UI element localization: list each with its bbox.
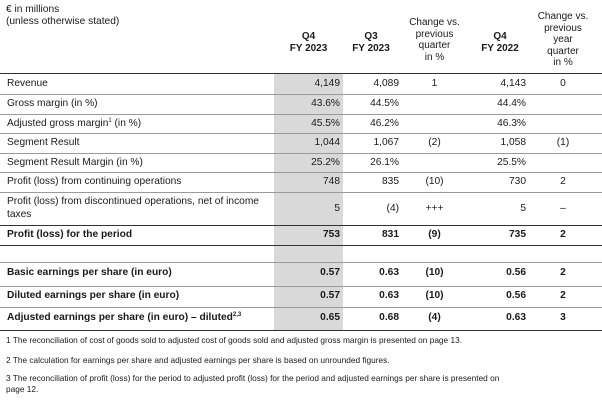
cell-change-year: 0 [560, 78, 566, 89]
cell-q4-2022: 0.56 [506, 267, 526, 278]
col5-line4: quarter [547, 45, 579, 57]
cell-q3-2023: 835 [382, 176, 399, 187]
cell-change-quarter: (2) [428, 137, 441, 148]
table-row-eps [0, 290, 602, 310]
cell-q3-2023: 4,089 [373, 78, 399, 89]
table-row [0, 78, 602, 98]
label-text: Adjusted gross margin [7, 118, 109, 129]
cell-q3-2023: 831 [382, 229, 399, 240]
col3-line4: in % [424, 51, 445, 63]
col-header-q4-fy2023 [274, 31, 343, 55]
row-label: Diluted earnings per share (in euro) [7, 290, 180, 301]
col1-line2: FY 2023 [289, 43, 328, 54]
cell-q4-2023: 753 [323, 229, 340, 240]
cell-change-quarter: 1 [431, 78, 438, 89]
row-label: Profit (loss) for the period [7, 229, 133, 240]
cell-q4-2023: 0.57 [320, 267, 340, 278]
row-label: Segment Result [7, 137, 80, 148]
cell-q3-2023: 0.63 [379, 267, 399, 278]
unit-line-2: (unless otherwise stated) [6, 16, 120, 27]
cell-q4-2023: 4,149 [314, 78, 340, 89]
cell-q4-2023: 1,044 [314, 137, 340, 148]
col4-line2: FY 2022 [481, 43, 519, 54]
cell-q3-2023: (4) [386, 203, 399, 214]
cell-q4-2023: 45.5% [311, 118, 340, 129]
cell-change-year: 3 [560, 312, 566, 323]
cell-q3-2023: 1,067 [373, 137, 399, 148]
cell-q4-2022: 5 [520, 203, 526, 214]
cell-change-year: (1) [556, 137, 570, 148]
cell-q4-2023: 748 [323, 176, 340, 187]
cell-change-year: 2 [560, 267, 566, 278]
label-text: Adjusted earnings per share (in euro) – diluted [7, 312, 233, 323]
col4-line1: Q4 [493, 31, 507, 42]
col2-line1: Q3 [364, 31, 378, 42]
unit-note [6, 4, 119, 28]
cell-q4-2022: 46.3% [497, 118, 526, 129]
cell-q4-2022: 4,143 [500, 78, 526, 89]
cell-q4-2023: 25.2% [311, 157, 340, 168]
table-row-total [0, 229, 602, 249]
row-label [7, 312, 241, 323]
col3-line2: previous [415, 28, 454, 40]
cell-change-year: – [560, 203, 566, 214]
cell-q4-2023: 0.57 [320, 290, 340, 301]
table-row [0, 137, 602, 157]
cell-q4-2022: 44.4% [497, 98, 526, 109]
row-label: Revenue [7, 78, 48, 89]
table-row [0, 195, 602, 225]
row-rule [0, 225, 602, 226]
col5-line2: previous [544, 22, 582, 34]
cell-q3-2023: 0.63 [379, 290, 399, 301]
header-rule [0, 73, 602, 74]
cell-q4-2023: 5 [334, 203, 340, 214]
row-label-line2: taxes [7, 209, 32, 220]
col-header-change-quarter [397, 17, 472, 63]
row-label: Gross margin (in %) [7, 98, 98, 109]
col5-line5: in % [553, 57, 573, 68]
col5-line3: year [553, 34, 573, 45]
cell-q3-2023: 44.5% [370, 98, 399, 109]
row-label: Profit (loss) from continuing operations [7, 176, 182, 187]
col-header-change-year [524, 11, 602, 69]
footnote-2: 2 The calculation for earnings per share and adjusted earnings per share is based on unrounded figures. [6, 355, 390, 365]
col-header-q4-fy2022 [472, 31, 528, 55]
cell-change-quarter: (10) [425, 267, 444, 278]
cell-q3-2023: 26.1% [370, 157, 399, 168]
cell-q4-2022: 0.63 [506, 312, 526, 323]
cell-change-quarter: (10) [425, 176, 444, 187]
col5-line1: Change vs. [537, 11, 589, 22]
cell-q4-2022: 730 [509, 176, 526, 187]
cell-change-quarter: (10) [425, 290, 444, 301]
cell-q4-2023: 0.65 [320, 312, 340, 323]
row-rule [0, 262, 602, 263]
cell-change-year: 2 [560, 229, 566, 240]
cell-q4-2022: 25.5% [497, 157, 526, 168]
cell-change-year: 2 [560, 176, 566, 187]
col3-line3: quarter [418, 40, 451, 51]
label-text-suffix: (in %) [111, 118, 142, 129]
unit-line-1: € in millions [6, 4, 60, 15]
footnote-ref: 2,3 [232, 312, 242, 318]
row-label-line1: Profit (loss) from discontinued operations, net of income [7, 196, 259, 207]
col-header-q3-fy2023 [343, 31, 399, 55]
cell-q4-2022: 735 [509, 229, 526, 240]
footnote-3-line2: page 12. [6, 384, 39, 394]
cell-q3-2023: 0.68 [379, 312, 399, 323]
col3-line1: Change vs. [409, 17, 460, 28]
table-row [0, 176, 602, 196]
footnote-3-line1: 3 The reconciliation of profit (loss) for the period to adjusted profit (loss) for the period and adjusted earnings per share is presented on [6, 373, 500, 383]
table-row-eps [0, 312, 602, 332]
cell-change-quarter: (9) [428, 229, 441, 240]
cell-change-quarter: (4) [428, 312, 441, 323]
footnote-ref: 1 [108, 118, 112, 124]
row-label: Basic earnings per share (in euro) [7, 267, 172, 278]
table-row-eps [0, 267, 602, 287]
cell-q3-2023: 46.2% [370, 118, 399, 129]
col1-line1: Q4 [301, 31, 316, 42]
footnote-1: 1 The reconciliation of cost of goods sold to adjusted cost of goods sold and adjusted gross margin is presented on page 13. [6, 335, 463, 345]
row-label: Segment Result Margin (in %) [7, 157, 143, 168]
cell-change-year: 2 [560, 290, 566, 301]
col2-line2: FY 2023 [352, 43, 390, 54]
table-row [0, 98, 602, 118]
table-row [0, 118, 602, 138]
cell-q4-2023: 43.6% [311, 98, 340, 109]
cell-q4-2022: 0.56 [506, 290, 526, 301]
table-row [0, 157, 602, 177]
cell-change-quarter: +++ [425, 203, 444, 214]
row-label [7, 118, 141, 129]
cell-q4-2022: 1,058 [500, 137, 526, 148]
